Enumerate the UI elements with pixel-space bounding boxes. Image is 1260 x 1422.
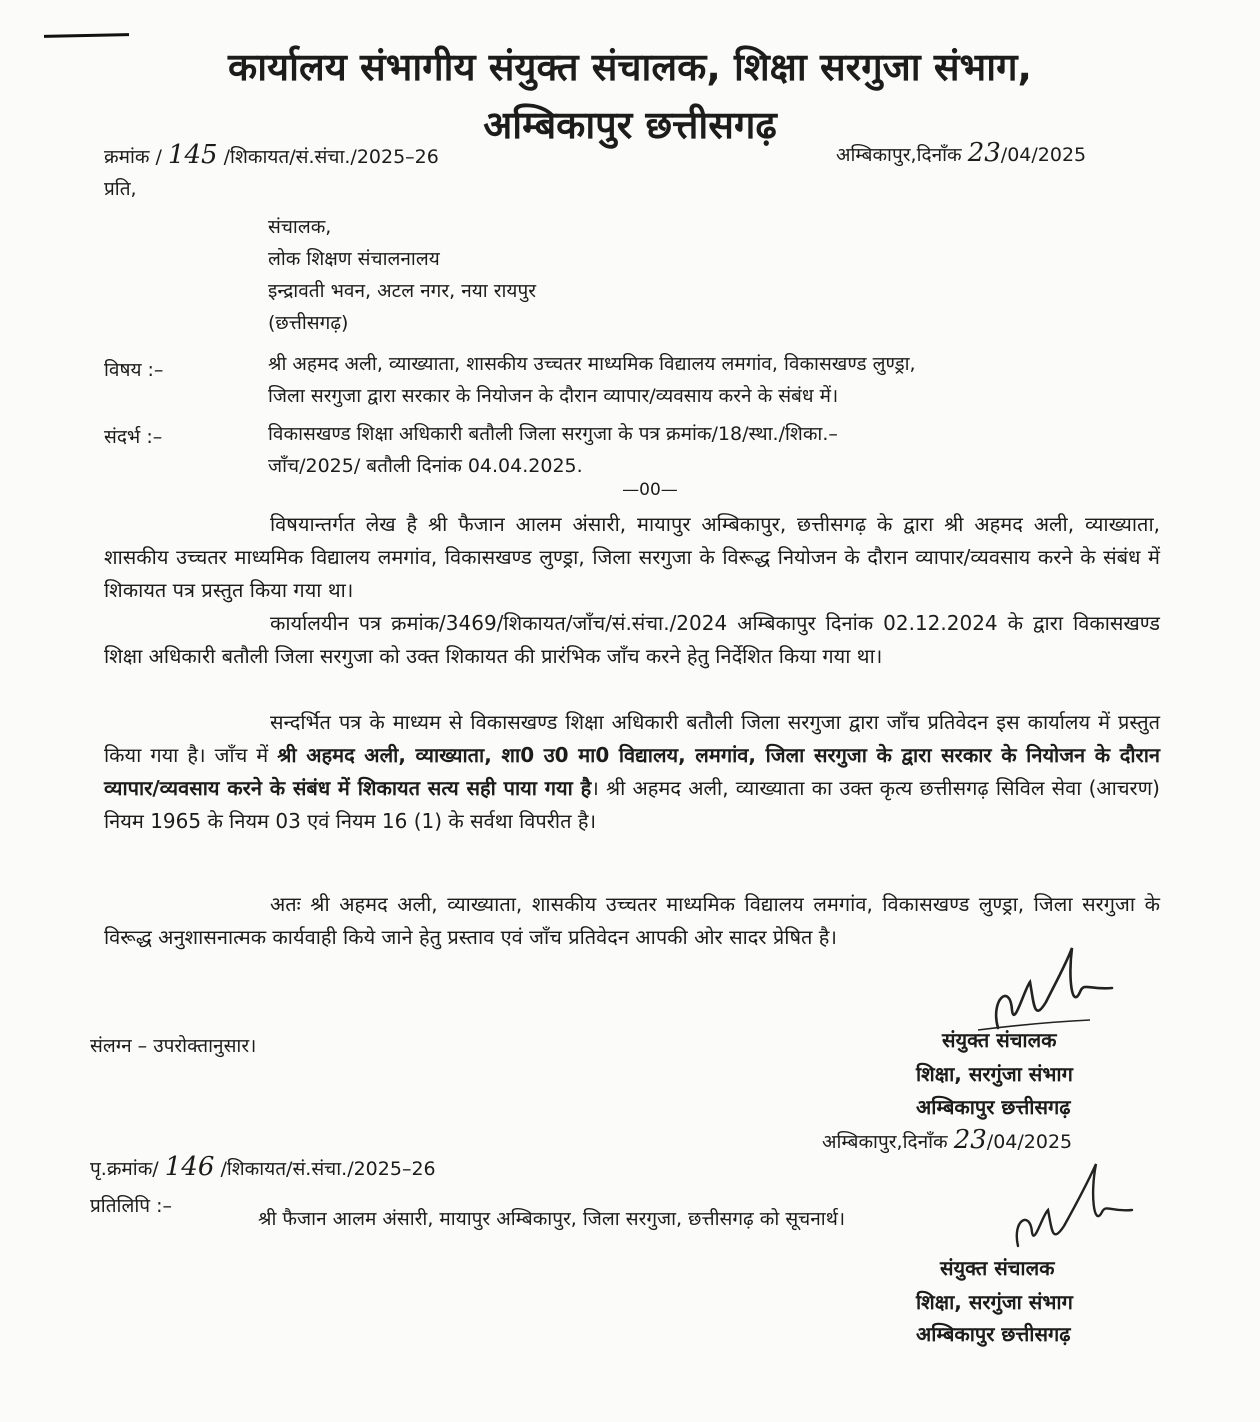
ref2-date-prefix: अम्बिकापुर,दिनाँक — [822, 1131, 948, 1153]
addressee-line-3: इन्द्रावती भवन, अटल नगर, नया रायपुर — [268, 280, 537, 302]
reference-line-2: जाँच/2025/ बतौली दिनांक 04.04.2025. — [268, 455, 583, 477]
body-p3-bold: श्री अहमद अली, व्याख्याता, शा0 उ0 मा0 विद्यालय, लमगांव, जिला सरगुजा के द्वारा सरकार के नियोजन के दौरान व्यापार/व्यवसाय करने के संबंध में शिकायत सत्य सही पाया गया है — [104, 743, 1160, 800]
signature2-title: संयुक्त संचालक — [940, 1256, 1055, 1280]
ref-number-handwritten: 145 — [167, 140, 218, 170]
top-rule — [44, 33, 129, 38]
ref-number-line — [104, 140, 439, 170]
ref2-suffix: /शिकायत/सं.संचा./2025–26 — [220, 1158, 436, 1180]
office-title: कार्यालय संभागीय संयुक्त संचालक, शिक्षा सरगुजा संभाग, — [228, 45, 1032, 89]
addressee-line-4: (छत्तीसगढ़) — [268, 312, 349, 334]
addressee-line-1: संचालक, — [268, 216, 332, 238]
date-day-handwritten: 23 — [967, 138, 1001, 168]
ref2-number-line — [90, 1152, 436, 1182]
body-paragraph-1 — [104, 508, 1160, 607]
ref2-number-handwritten: 146 — [164, 1152, 215, 1182]
ref2-date-day-handwritten: 23 — [953, 1125, 987, 1155]
date-rest: /04/2025 — [1000, 144, 1087, 166]
separator: —00— — [622, 480, 678, 500]
reference-line-1: विकासखण्ड शिक्षा अधिकारी बतौली जिला सरगुजा के पत्र क्रमांक/18/स्था./शिका.– — [268, 423, 838, 445]
date-prefix: अम्बिकापुर,दिनाँक — [836, 144, 962, 166]
ref-suffix: /शिकायत/सं.संचा./2025–26 — [223, 146, 439, 168]
signature1-title: संयुक्त संचालक — [942, 1028, 1057, 1052]
signature-2 — [990, 1150, 1150, 1260]
ref2-date-rest: /04/2025 — [986, 1131, 1073, 1153]
subject-line-1: श्री अहमद अली, व्याख्याता, शासकीय उच्चतर माध्यमिक विद्यालय लमगांव, विकासखण्ड लुण्ड्रा, — [268, 353, 916, 375]
subject-line-2: जिला सरगुजा द्वारा सरकार के नियोजन के दौरान व्यापार/व्यवसाय करने के संबंध में। — [268, 385, 839, 407]
body-p4-text: अतः श्री अहमद अली, व्याख्याता, शासकीय उच्चतर माध्यमिक विद्यालय लमगांव, विकासखण्ड लुण्ड्रा, जिला सरगुजा के विरूद्ध अनुशासनात्मक कार्यवाही किये जाने हेतु प्रस्ताव एवं जाँच प्रतिवेदन आपकी ओर सादर प्रेषित है। — [104, 892, 1160, 949]
ref-date-line — [836, 138, 1086, 168]
ref-prefix: क्रमांक / — [104, 146, 162, 168]
body-paragraph-3 — [104, 706, 1160, 838]
body-p1-text: विषयान्तर्गत लेख है श्री फैजान आलम अंसारी, मायापुर अम्बिकापुर, छत्तीसगढ़ के द्वारा श्री अहमद अली, व्याख्याता, शासकीय उच्चतर माध्यमिक विद्यालय लमगांव, विकासखण्ड लुण्ड्रा, जिला सरगुजा के विरूद्ध नियोजन के दौरान व्यापार/व्यवसाय करने के संबंध में शिकायत पत्र प्रस्तुत किया गया था। — [104, 512, 1160, 602]
body-p3-text-b: । श्री अहमद अली, व्याख्याता का उक्त कृत्य छत्तीसगढ़ सिविल सेवा (आचरण) नियम 1965 के नियम 03 एवं नियम 16 (1) के सर्वथा विपरीत है। — [104, 776, 1160, 833]
body-paragraph-2 — [104, 607, 1160, 673]
signature2-place: अम्बिकापुर छत्तीसगढ़ — [916, 1322, 1071, 1346]
subject-label: विषय :– — [104, 359, 164, 381]
body-p2-text: कार्यालयीन पत्र क्रमांक/3469/शिकायत/जाँच/सं.संचा./2024 अम्बिकापुर दिनांक 02.12.2024 के द्वारा विकासखण्ड शिक्षा अधिकारी बतौली जिला सरगुजा को उक्त शिकायत की प्रारंभिक जाँच करने हेतु निर्देशित किया गया था। — [104, 611, 1160, 668]
reference-label: संदर्भ :– — [104, 426, 163, 448]
enclosure: संलग्न – उपरोक्तानुसार। — [90, 1035, 257, 1057]
signature2-dept: शिक्षा, सरगुंजा संभाग — [916, 1290, 1073, 1314]
body-p3-text-a: सन्दर्भित पत्र के माध्यम से विकासखण्ड शिक्षा अधिकारी बतौली जिला सरगुजा द्वारा जाँच प्रतिवेदन इस कार्यालय में प्रस्तुत किया गया है। जाँच में — [104, 710, 1160, 767]
copy-line: श्री फैजान आलम अंसारी, मायापुर अम्बिकापुर, जिला सरगुजा, छत्तीसगढ़ को सूचनार्थ। — [258, 1208, 846, 1230]
ref2-prefix: पृ.क्रमांक/ — [90, 1158, 159, 1180]
signature1-dept: शिक्षा, सरगुंजा संभाग — [916, 1062, 1073, 1086]
signature1-place: अम्बिकापुर छत्तीसगढ़ — [916, 1095, 1071, 1119]
addressee-line-2: लोक शिक्षण संचालनालय — [268, 248, 440, 270]
to-label: प्रति, — [104, 178, 137, 200]
copy-label: प्रतिलिपि :– — [90, 1195, 173, 1217]
office-location: अम्बिकापुर छत्तीसगढ़ — [483, 103, 777, 147]
